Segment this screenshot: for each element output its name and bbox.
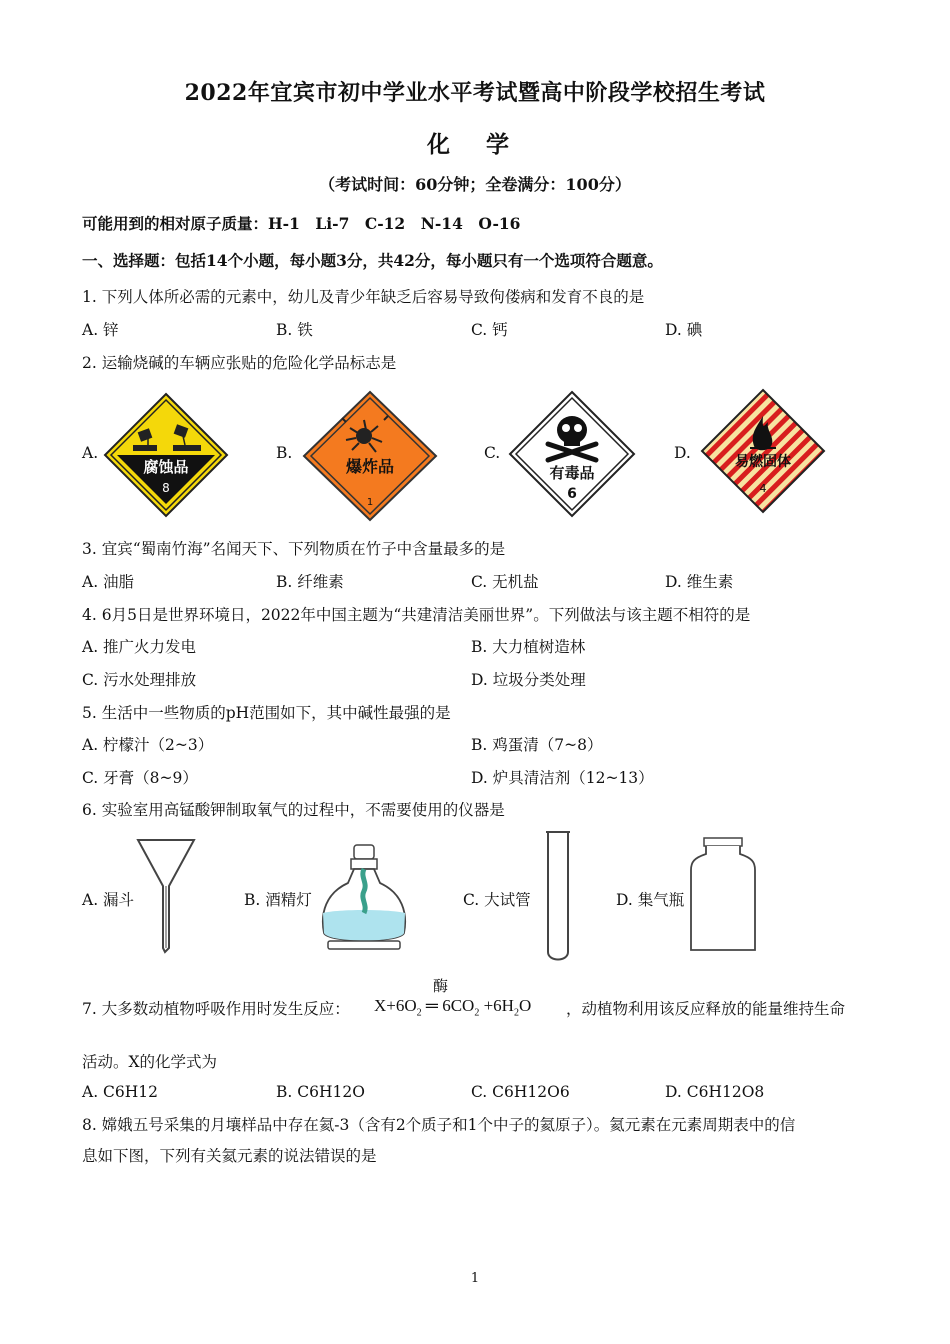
toxic-label: 有毒品 [549,464,595,482]
q3-option-c: C. 无机盐 [471,573,539,591]
q2-option-d: D. [674,444,691,462]
corrosive-sign-icon [103,392,229,518]
q5-option-a: A. 柠檬汁（2~3） [82,736,214,754]
question-5-stem: 5. 生活中一些物质的pH范围如下，其中碱性最强的是 [82,704,451,722]
question-7-stem-start: 7. 大多数动植物呼吸作用时发生反应： [82,1000,350,1018]
explosive-sign-icon [302,390,438,522]
q6-option-a: A. 漏斗 [82,891,135,909]
question-2-stem: 2. 运输烧碱的车辆应张贴的危险化学品标志是 [82,354,397,372]
question-6-stem: 6. 实验室用高锰酸钾制取氧气的过程中，不需要使用的仪器是 [82,801,505,819]
q7-option-b: B. C6H12O [276,1083,365,1101]
funnel-icon [136,838,196,954]
q1-option-c: C. 钙 [471,321,508,339]
section-heading: 一、选择题：包括14个小题，每小题3分，共42分，每小题只有一个选项符合题意。 [82,251,663,270]
flammable-number: 4 [759,482,767,495]
q6-option-c: C. 大试管 [463,891,531,909]
question-4-stem: 4. 6月5日是世界环境日，2022年中国主题为“共建清洁美丽世界”。下列做法与该主题不相符的是 [82,606,751,624]
q5-option-d: D. 炉具清洁剂（12~13） [471,769,654,787]
q1-option-b: B. 铁 [276,321,313,339]
q7-option-a: A. C6H12 [82,1083,159,1101]
q3-option-d: D. 维生素 [665,573,734,591]
q2-option-b: B. [276,444,293,462]
page-number: 1 [470,1271,480,1286]
reaction-equation: $X+6O_2$ ═ $6CO_2 +6H_2O$ [374,996,532,1019]
q2-option-c: C. [484,444,501,462]
q3-option-b: B. 纤维素 [276,573,344,591]
q3-option-a: A. 油脂 [82,573,135,591]
q7-option-d: D. C6H12O8 [665,1083,765,1101]
q4-option-c: C. 污水处理排放 [82,671,197,689]
q4-option-b: B. 大力植树造林 [471,638,586,656]
toxic-number: 6 [567,486,577,502]
atomic-masses: 可能用到的相对原子质量：H-1 Li-7 C-12 N-14 O-16 [82,214,521,233]
q5-option-c: C. 牙膏（8~9） [82,769,198,787]
q1-option-a: A. 锌 [82,321,119,339]
q7-option-c: C. C6H12O6 [471,1083,570,1101]
q6-option-d: D. 集气瓶 [616,891,685,909]
flammable-label: 易燃固体 [735,454,791,470]
q1-option-d: D. 碘 [665,321,703,339]
flammable-solid-sign-icon [700,388,826,514]
question-8-stem-line2: 息如下图，下列有关氦元素的说法错误的是 [82,1147,377,1165]
explosive-label: 爆炸品 [345,457,395,476]
gas-bottle-icon [688,836,758,956]
test-tube-icon [544,828,572,966]
question-8-stem-line1: 8. 嫦娥五号采集的月壤样品中存在氦-3（含有2个质子和1个中子的氦原子）。氦元素在元素周期表中的信 [82,1116,796,1134]
question-1-stem: 1. 下列人体所必需的元素中，幼儿及青少年缺乏后容易导致佝偻病和发育不良的是 [82,288,645,306]
q4-option-a: A. 推广火力发电 [82,638,197,656]
corrosive-label: 腐蚀品 [143,458,189,476]
question-7-stem-line2: 活动。X的化学式为 [82,1053,218,1071]
toxic-sign-icon [508,390,636,518]
q4-option-d: D. 垃圾分类处理 [471,671,586,689]
q2-option-a: A. [82,444,99,462]
corrosive-number: 8 [162,481,170,495]
subject-title: 化 学 [426,131,523,158]
q6-option-b: B. 酒精灯 [244,891,312,909]
explosive-number: 1 [366,497,374,508]
exam-info: （考试时间：60分钟；全卷满分：100分） [319,175,631,194]
question-7-stem-end: ，动植物利用该反应释放的能量维持生命 [566,1000,846,1018]
q5-option-b: B. 鸡蛋清（7~8） [471,736,603,754]
alcohol-lamp-icon [318,843,410,951]
exam-title: 2022年宜宾市初中学业水平考试暨高中阶段学校招生考试 [184,80,766,106]
enzyme-condition: 酶 [433,977,449,995]
question-3-stem: 3. 宜宾“蜀南竹海”名闻天下、下列物质在竹子中含量最多的是 [82,540,506,558]
